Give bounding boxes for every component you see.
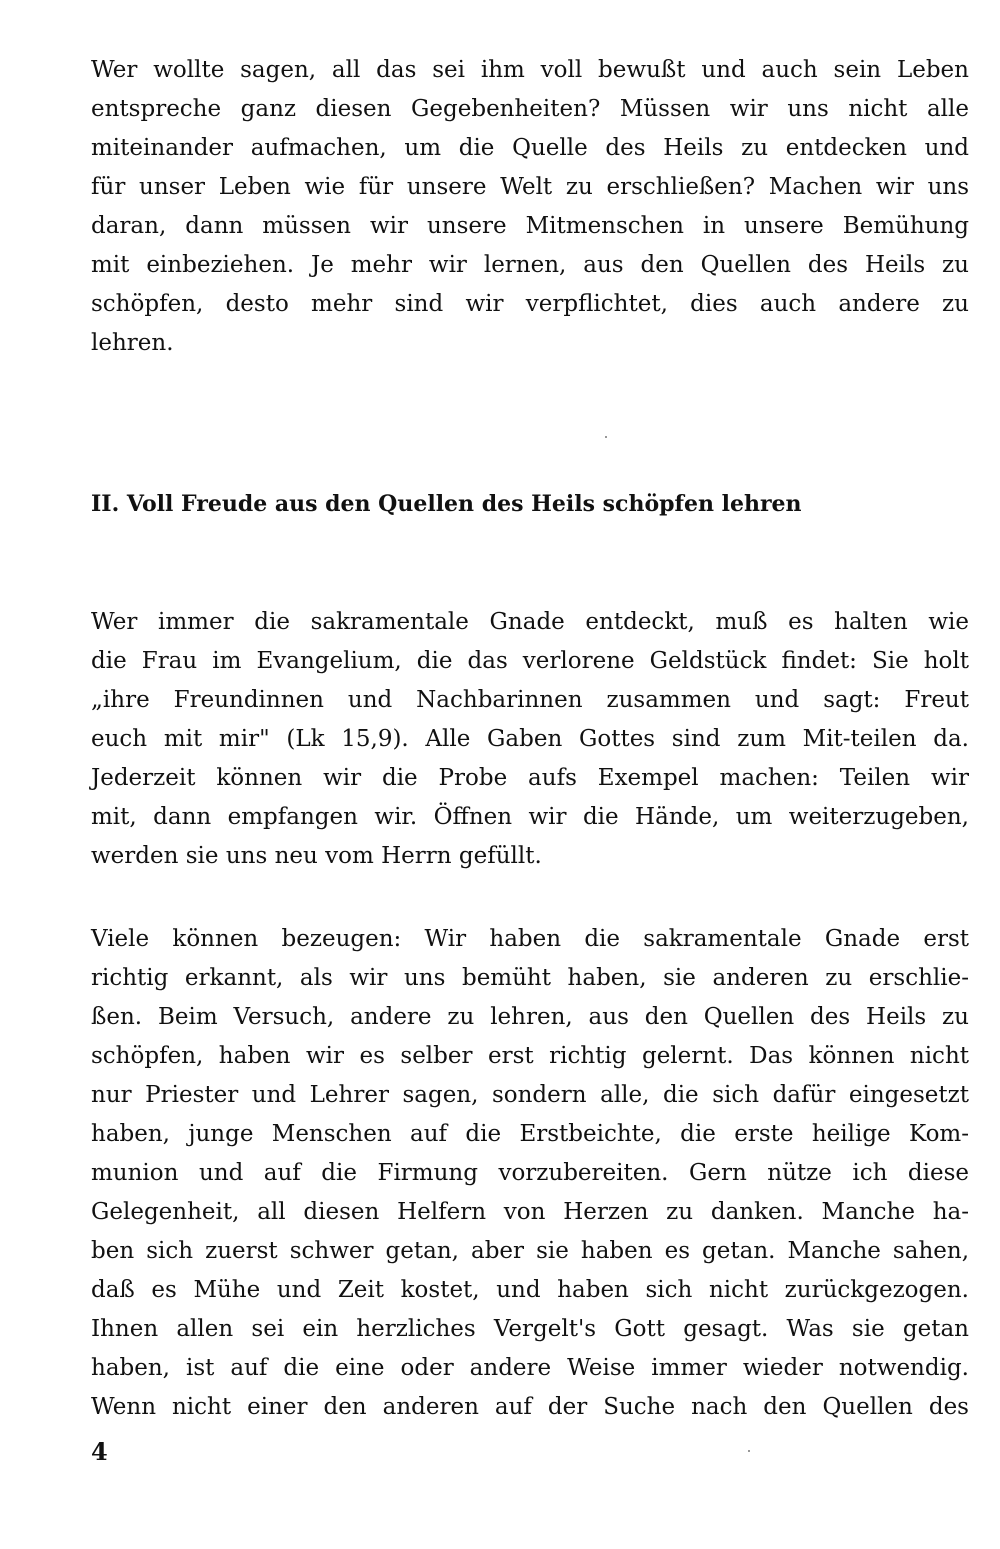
text-line: „ihre Freundinnen und Nachbarinnen zusammen und sagt: Freut (91, 687, 969, 713)
text-line: daß es Mühe und Zeit kostet, und haben sich nicht zurückgezogen. (91, 1277, 969, 1303)
text-line: munion und auf die Firmung vorzubereiten. Gern nütze ich diese (91, 1160, 969, 1186)
text-line: Wer wollte sagen, all das sei ihm voll bewußt und auch sein Leben (91, 57, 969, 83)
paragraph-2 (91, 603, 969, 876)
text-line: nur Priester und Lehrer sagen, sondern alle, die sich dafür eingesetzt (91, 1082, 969, 1108)
print-speck (748, 1450, 750, 1452)
text-line: haben, ist auf die eine oder andere Weise immer wieder notwendig. (91, 1355, 969, 1381)
text-line: für unser Leben wie für unsere Welt zu erschließen? Machen wir uns (91, 174, 969, 200)
text-line: Jederzeit können wir die Probe aufs Exempel machen: Teilen wir (91, 765, 969, 791)
text-line: mit, dann empfangen wir. Öffnen wir die Hände, um weiterzugeben, (91, 804, 969, 830)
text-line: euch mit mir" (Lk 15,9). Alle Gaben Gottes sind zum Mit-teilen da. (91, 726, 969, 752)
section-heading: II. Voll Freude aus den Quellen des Heils schöpfen lehren (91, 491, 802, 517)
paragraph-3 (91, 920, 969, 1427)
text-line: Gelegenheit, all diesen Helfern von Herzen zu danken. Manche ha- (91, 1199, 969, 1225)
text-line: Wer immer die sakramentale Gnade entdeckt, muß es halten wie (91, 609, 969, 635)
text-line: lehren. (91, 330, 174, 356)
text-line: miteinander aufmachen, um die Quelle des Heils zu entdecken und (91, 135, 969, 161)
text-line: schöpfen, desto mehr sind wir verpflichtet, dies auch andere zu (91, 291, 969, 317)
page-number: 4 (91, 1437, 108, 1466)
text-line: ben sich zuerst schwer getan, aber sie haben es getan. Manche sahen, (91, 1238, 969, 1264)
text-line: entspreche ganz diesen Gegebenheiten? Müssen wir uns nicht alle (91, 96, 969, 122)
text-line: haben, junge Menschen auf die Erstbeichte, die erste heilige Kom- (91, 1121, 969, 1147)
text-line: ßen. Beim Versuch, andere zu lehren, aus den Quellen des Heils zu (91, 1004, 969, 1030)
paragraph-1 (91, 51, 969, 363)
text-line: die Frau im Evangelium, die das verlorene Geldstück findet: Sie holt (91, 648, 969, 674)
text-line: mit einbeziehen. Je mehr wir lernen, aus den Quellen des Heils zu (91, 252, 969, 278)
text-line: richtig erkannt, als wir uns bemüht haben, sie anderen zu erschlie- (91, 965, 969, 991)
text-line: schöpfen, haben wir es selber erst richtig gelernt. Das können nicht (91, 1043, 969, 1069)
text-line: werden sie uns neu vom Herrn gefüllt. (91, 843, 542, 869)
text-line: Viele können bezeugen: Wir haben die sakramentale Gnade erst (91, 926, 969, 952)
print-speck (605, 436, 607, 438)
text-line: Ihnen allen sei ein herzliches Vergelt's Gott gesagt. Was sie getan (91, 1316, 969, 1342)
text-line: daran, dann müssen wir unsere Mitmenschen in unsere Bemühung (91, 213, 969, 239)
text-line: Wenn nicht einer den anderen auf der Suche nach den Quellen des (91, 1394, 969, 1420)
